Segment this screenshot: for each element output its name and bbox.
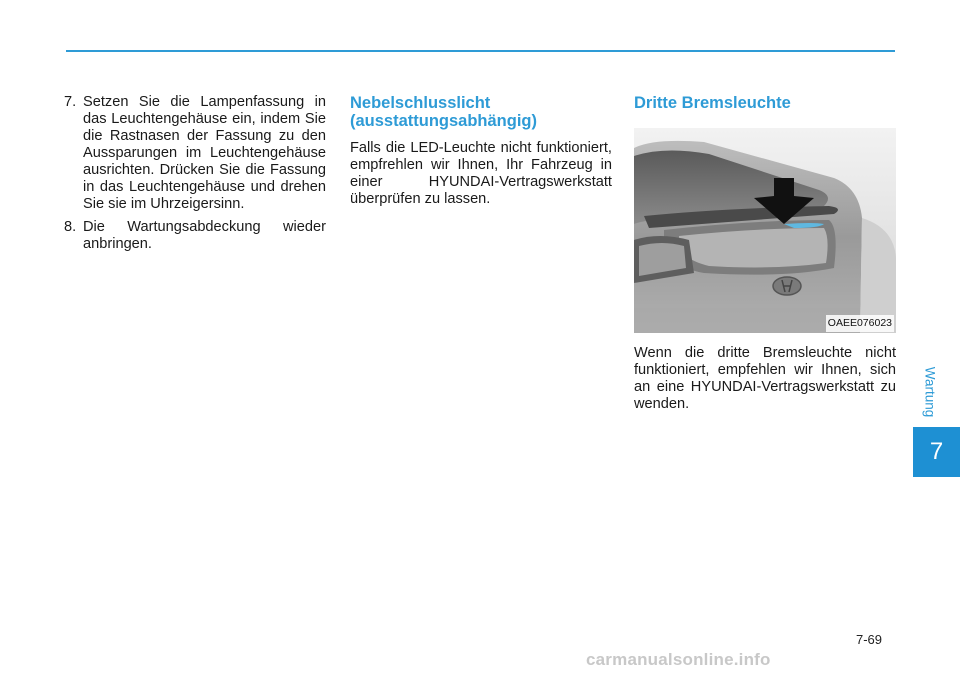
brake-light-paragraph: Wenn die dritte Bremsleuchte nicht funktioniert, empfehlen wir Ihnen, sich an eine HYUNDAI-Vertragswerkstatt zu wenden.	[634, 345, 896, 412]
section-label-text: Wartung	[922, 366, 938, 418]
step-text: Die Wartungsabdeckung wieder anbringen.	[83, 219, 326, 252]
column-right	[634, 94, 896, 413]
section-heading-fog-light: Nebelschlusslicht (ausstattungsabhängig)	[350, 94, 538, 130]
figure-code: OAEE076023	[826, 315, 894, 332]
car-rear-illustration	[634, 128, 896, 333]
step-item	[64, 219, 326, 253]
step-number: 8.	[64, 219, 77, 235]
chapter-number: 7	[929, 438, 944, 465]
step-item	[64, 94, 326, 213]
watermark: carmanualsonline.info	[586, 650, 771, 669]
chapter-tab	[913, 427, 960, 477]
header-rule	[66, 50, 895, 52]
section-side-label	[905, 360, 955, 424]
step-number: 7.	[64, 94, 77, 110]
column-left	[64, 94, 326, 259]
fog-light-paragraph: Falls die LED-Leuchte nicht funktioniert, empfrehlen wir Ihnen, Ihr Fahrzeug in einer HYUNDAI-Vertragswerkstatt überprüfen zu lassen.	[350, 140, 612, 207]
column-middle	[350, 94, 612, 208]
step-text: Setzen Sie die Lampenfassung in das Leuchtengehäuse ein, indem Sie die Rastnasen der Fassung zu den Aussparungen im Leuchtengehäuse ausrichten. Drücken Sie die Fassung in das Leuchtengehäuse und drehen Sie sie im Uhrzeigersinn.	[83, 94, 326, 212]
section-heading-brake-light: Dritte Bremsleuchte	[634, 94, 791, 112]
page-number: 7-69	[856, 632, 883, 647]
car-rear-figure	[634, 128, 896, 333]
step-list	[64, 94, 326, 253]
